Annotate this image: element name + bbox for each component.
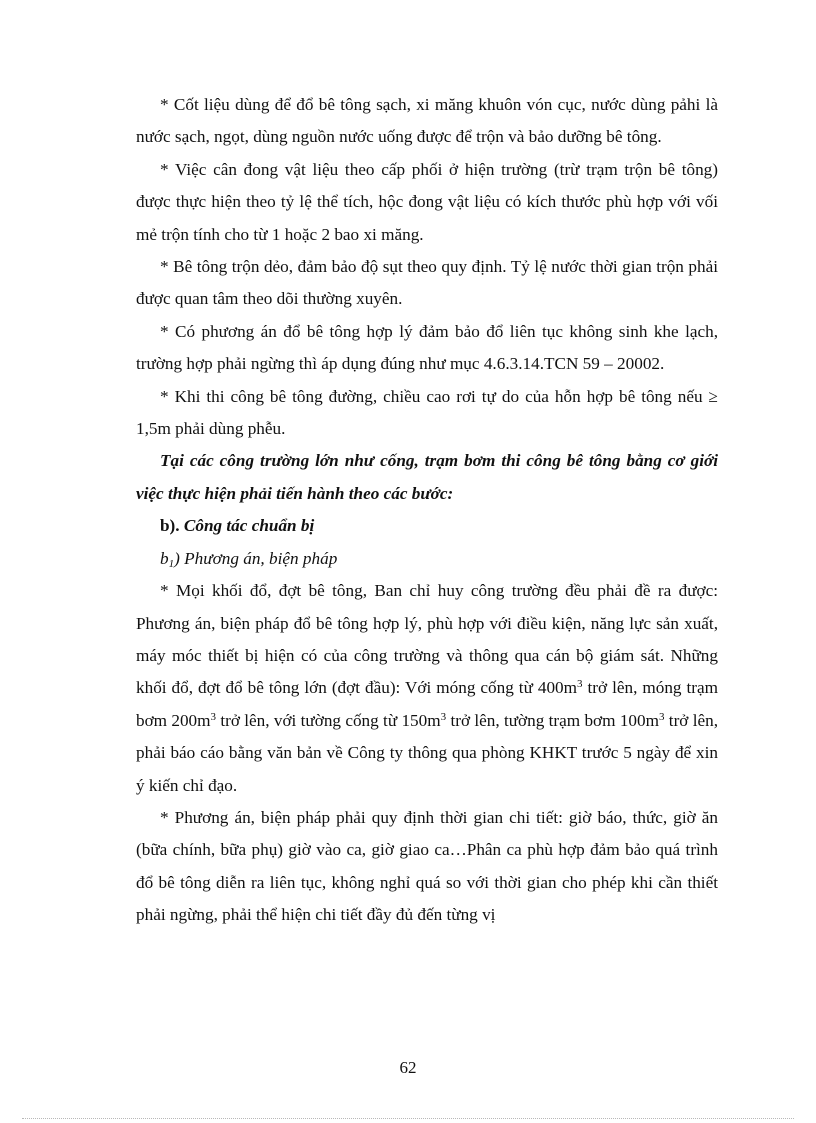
- section-heading-b-title: Công tác chuẩn bị: [183, 516, 315, 536]
- subsection-heading-b1: [136, 543, 718, 575]
- plan-text-4: trở lên, tường trạm bơm 100m: [446, 710, 659, 730]
- paragraph-pouring-plan: * Có phương án đổ bê tông hợp lý đảm bảo đổ liên tục không sinh khe lạch, trường hợp phải ngừng thì áp dụng đúng như mục 4.6.3.14.TCN 59 – 20002.: [136, 321, 718, 374]
- subsection-title: ) Phương án, biện pháp: [174, 548, 338, 568]
- cubic-superscript: 3: [658, 710, 665, 723]
- paragraph-plan-approval: [136, 575, 718, 802]
- paragraph-material-measure: * Việc cân đong vật liệu theo cấp phối ở hiện trường (trừ trạm trộn bê tông) được thực hiện theo tỷ lệ thể tích, hộc đong vật liệu có kích thước phù hợp với vối mẻ trộn tính cho từ 1 hoặc 2 bao xi măng.: [136, 159, 718, 244]
- paragraph-free-fall: * Khi thi công bê tông đường, chiều cao rơi tự do của hỗn hợp bê tông nếu ≥ 1,5m phải dùng phễu.: [136, 386, 718, 439]
- section-heading-b: [136, 510, 718, 542]
- cubic-superscript: 3: [440, 710, 447, 723]
- cubic-superscript: 3: [210, 710, 217, 723]
- paragraph-time-schedule: * Phương án, biện pháp phải quy định thời gian chi tiết: giờ báo, thức, giờ ăn (bữa chính, bữa phụ) giờ vào ca, giờ giao ca…Phân ca phù hợp đảm bảo quá trình đổ bê tông diễn ra liên tục, không nghỉ quá so với thời gian cho phép khi cần thiết phải ngừng, phải thể hiện chi tiết đầy đủ đến từng vị: [136, 807, 718, 925]
- plan-text-3: trở lên, với tường cống từ 150m: [216, 710, 441, 730]
- section-intro-heading: Tại các công trường lớn như cống, trạm bơm thi công bê tông bằng cơ giới việc thực hiện phải tiến hành theo các bước:: [136, 451, 718, 503]
- plan-text-1: * Mọi khối đổ, đợt bê tông, Ban chỉ huy công trường đều phải đề ra được: Phương án, biện pháp đổ bê tông hợp lý, phù hợp với điều kiện, năng lực sản xuất, máy móc thiết bị hiện có của công trường và thông qua cán bộ giám sát. Những khối đổ, đợt đổ bê tông lớn (đợt đầu): Với móng cống từ 400m: [136, 581, 718, 698]
- cubic-superscript: 3: [577, 678, 583, 691]
- section-heading-b-prefix: b).: [160, 516, 184, 536]
- subsection-letter: b: [160, 548, 169, 568]
- footer-divider: [22, 1118, 794, 1119]
- plan-text-5: trở lên, phải báo cáo bằng văn bản về Công ty thông qua phòng KHKT trước 5 ngày để xin ý kiến chỉ đạo.: [136, 710, 719, 795]
- page-content: [136, 89, 718, 932]
- page-number: 62: [399, 1058, 417, 1077]
- paragraph-aggregate: * Cốt liệu dùng để đổ bê tông sạch, xi măng khuôn vón cục, nước dùng pảhi là nước sạch, ngọt, dùng nguồn nước uống được để trộn và bảo dưỡng bê tông.: [136, 95, 718, 147]
- subsection-subscript: 1: [168, 557, 175, 570]
- paragraph-mixing: * Bê tông trộn dẻo, đảm bảo độ sụt theo quy định. Tỷ lệ nước thời gian trộn phải được quan tâm theo dõi thường xuyên.: [136, 257, 718, 309]
- plan-text-2: trở lên, móng trạm bơm 200m: [136, 678, 719, 730]
